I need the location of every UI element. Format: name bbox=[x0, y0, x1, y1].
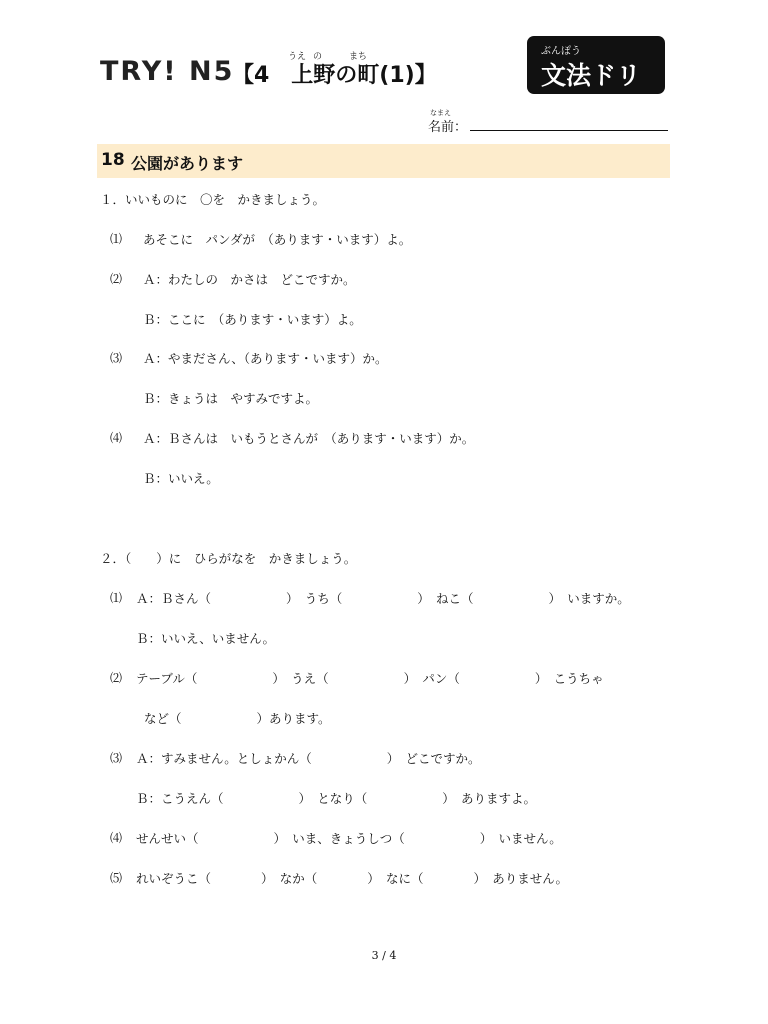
exercise1-item: Ｂ：いいえ。 bbox=[143, 471, 219, 486]
name-field-line[interactable] bbox=[470, 130, 668, 131]
exercise2-item: テーブル（ ） うえ（ ） パン（ ） こうちゃ bbox=[136, 671, 604, 686]
ruby-no: の bbox=[313, 52, 323, 62]
badge-ruby: ぶんぽう bbox=[541, 46, 581, 57]
item-number: ⑶ bbox=[110, 351, 123, 365]
page-number: 3 / 4 bbox=[371, 949, 397, 962]
exercise1-item: あそこに パンダが （あります・います）よ。 bbox=[143, 232, 412, 247]
exercise1-instruction: １．いいものに 〇を かきましょう。 bbox=[100, 192, 326, 207]
section-title: 公園があります bbox=[131, 154, 244, 173]
item-number: ⑸ bbox=[110, 871, 123, 885]
exercise1-item: Ａ：わたしの かさは どこですか。 bbox=[143, 272, 356, 287]
item-number: ⑴ bbox=[110, 232, 123, 246]
grammar-drill-badge bbox=[527, 36, 665, 126]
exercise2-item: れいぞうこ（ ） なか（ ） なに（ ） ありません。 bbox=[136, 871, 569, 886]
exercise1-item: Ａ：Ｂさんは いもうとさんが （あります・います）か。 bbox=[143, 431, 475, 446]
exercise2-item: Ｂ：こうえん（ ） となり（ ） ありますよ。 bbox=[136, 791, 537, 806]
badge-title: 文法ドリル bbox=[541, 61, 642, 126]
exercise2-item: Ａ：Ｂさん（ ） うち（ ） ねこ（ ） いますか。 bbox=[136, 591, 630, 606]
ruby-machi: まち bbox=[349, 52, 368, 62]
item-number: ⑷ bbox=[110, 831, 123, 845]
exercise1-item: Ａ：やまださん、（あります・います）か。 bbox=[143, 351, 388, 366]
exercise2-item: など（ ）あります。 bbox=[144, 711, 331, 726]
item-number: ⑴ bbox=[110, 591, 123, 605]
exercise1-item: Ｂ：きょうは やすみですよ。 bbox=[143, 391, 319, 406]
item-number: ⑵ bbox=[110, 671, 123, 685]
ruby-ue: うえ bbox=[288, 52, 307, 62]
logo: TRY! N5 bbox=[100, 56, 235, 87]
exercise2-item: Ｂ：いいえ、いません。 bbox=[136, 631, 276, 646]
section-number: 18 bbox=[101, 150, 125, 170]
name-label: 名前： bbox=[428, 120, 468, 135]
section-header bbox=[97, 144, 670, 178]
item-number: ⑵ bbox=[110, 272, 123, 286]
item-number: ⑶ bbox=[110, 751, 123, 765]
exercise1-item: Ｂ：ここに （あります・います）よ。 bbox=[143, 312, 362, 327]
exercise2-item: せんせい（ ） いま、きょうしつ（ ） いません。 bbox=[136, 831, 562, 846]
name-ruby: なまえ bbox=[430, 109, 451, 117]
exercise2-instruction: ２．（ ）に ひらがなを かきましょう。 bbox=[100, 551, 357, 566]
unit-title: 【4 上野の町(1)】 bbox=[232, 63, 437, 88]
exercise2-item: Ａ：すみません。としょかん（ ） どこですか。 bbox=[136, 751, 481, 766]
item-number: ⑷ bbox=[110, 431, 123, 445]
